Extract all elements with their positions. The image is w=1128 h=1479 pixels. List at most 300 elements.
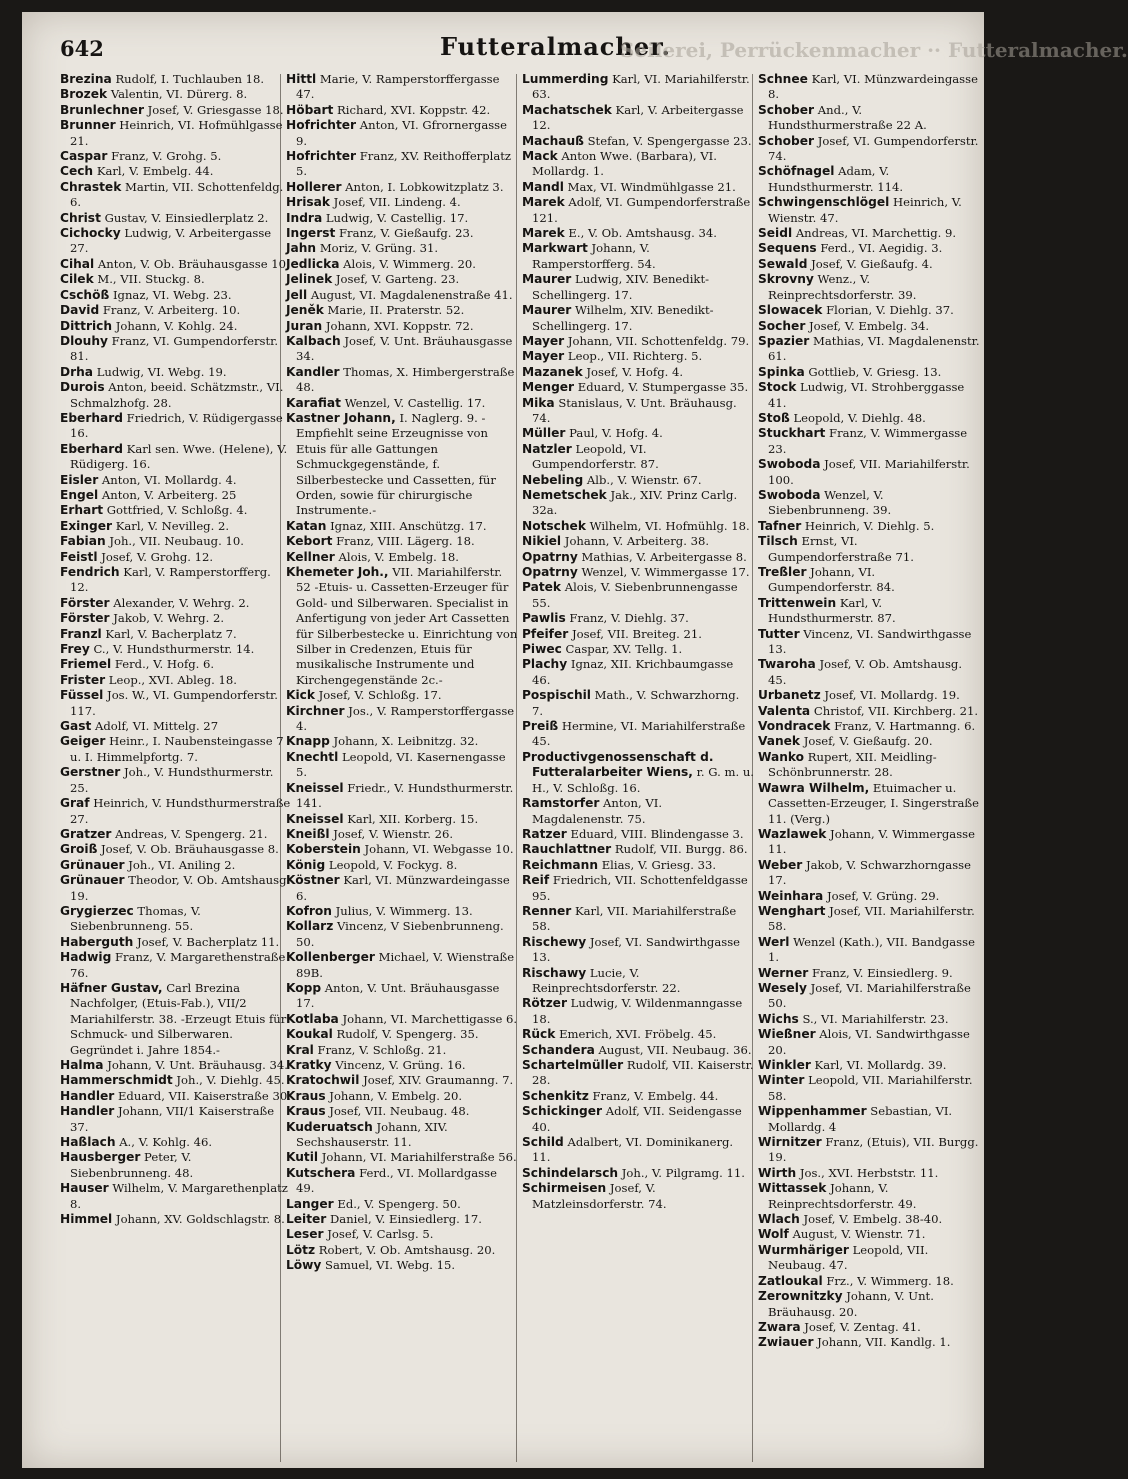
directory-entry (522, 858, 754, 873)
directory-entry (60, 596, 292, 611)
entry-details: Adolf, VI. Mittelg. 27 (95, 719, 219, 734)
directory-entry (758, 781, 980, 827)
entry-details: Josef, V. Hofg. 4. (586, 364, 684, 379)
directory-entry (286, 1012, 518, 1027)
entry-name: Wichs (758, 1011, 799, 1026)
directory-entry (60, 411, 292, 442)
entry-name: Kalbach (286, 333, 341, 348)
entry-name: Schwingenschlögel (758, 195, 890, 210)
entry-details: Josef, VII. Neubaug. 48. (329, 1104, 470, 1119)
entry-name: Renner (522, 903, 572, 918)
entry-name: Kratky (286, 1058, 332, 1072)
directory-entry (758, 1227, 980, 1242)
entry-name: Opatrny (522, 565, 578, 579)
entry-details: Anton, VI. Gfrornergasse 9. (296, 118, 507, 148)
entry-name: Mazanek (522, 364, 583, 379)
entry-details: Leopold, VII. Neubaug. 47. (768, 1242, 929, 1273)
directory-entry (758, 981, 980, 1012)
entry-name: Opatrny (522, 549, 578, 564)
directory-entry (758, 257, 980, 272)
entry-name: Haberguth (60, 934, 134, 949)
entry-name: Rischewy (522, 934, 587, 949)
entry-details: Leop., XVI. Ableg. 18. (108, 672, 237, 687)
directory-entry (60, 657, 292, 672)
entry-details: And., V. Hundsthurmerstraße 22 A. (768, 102, 927, 133)
entry-name: Piwec (522, 642, 562, 657)
entry-name: Himmel (60, 1212, 113, 1227)
directory-entry (758, 858, 980, 889)
entry-name: Productivgenossenschaft d. Futteralarbeiter Wiens, (522, 749, 714, 780)
directory-entry (286, 873, 518, 904)
entry-name: Schober (758, 133, 815, 148)
entry-details: Franz, V. Embelg. 44. (592, 1088, 719, 1103)
directory-entry (60, 473, 292, 488)
directory-entry (60, 211, 292, 226)
entry-details: Lucie, V. Reinprechtsdorferstr. 22. (532, 965, 681, 995)
entry-name: Schenkitz (522, 1088, 589, 1103)
entry-name: Hadwig (60, 950, 112, 965)
directory-entry (60, 1058, 292, 1073)
entry-details: Rupert, XII. Meidling-Schönbrunnerstr. 28. (768, 749, 937, 780)
directory-entry (286, 303, 518, 318)
directory-entry (60, 796, 292, 827)
entry-name: Brozek (60, 87, 108, 102)
entry-details: Jak., XIV. Prinz Carlg. 32a. (532, 487, 738, 518)
directory-entry (758, 734, 980, 749)
entry-details: Friedrich, V. Rüdigergasse 16. (70, 410, 283, 441)
directory-entry (522, 996, 754, 1027)
directory-entry (60, 164, 292, 179)
directory-page (22, 12, 1128, 1468)
entry-details: I. Naglerg. 9. -Empfiehlt seine Erzeugnisse von Etuis für alle Gattungen Schmuckgegenstände, f. Silberbestecke und Cassetten, für Orden, sowie für chirurgische Instrumente.- (296, 410, 496, 518)
directory-entry (522, 426, 754, 441)
entry-details: Emerich, XVI. Fröbelg. 45. (559, 1027, 717, 1042)
entry-name: Hauser (60, 1181, 109, 1196)
entry-name: Werner (758, 965, 809, 980)
entry-name: Wießner (758, 1027, 816, 1042)
entry-details: Robert, V. Ob. Amtshausg. 20. (318, 1242, 496, 1257)
entry-name: Müller (522, 426, 566, 441)
entry-details: Josef, V. Wienstr. 26. (333, 826, 454, 841)
entry-name: Marek (522, 195, 565, 210)
entry-details: August, VII. Neubaug. 36. (598, 1042, 752, 1057)
directory-entry (522, 349, 754, 364)
entry-details: Johann, V. Arbeiterg. 38. (564, 534, 710, 549)
directory-entry (60, 1073, 292, 1088)
entry-name: Kutschera (286, 1165, 356, 1180)
directory-entry (60, 842, 292, 857)
directory-entry (758, 1135, 980, 1166)
entry-name: Jell (286, 287, 308, 302)
entry-name: Sewald (758, 256, 808, 271)
entry-details: Adalbert, VI. Dominikanerg. 11. (532, 1135, 734, 1165)
entry-details: Julius, V. Wimmerg. 13. (335, 903, 473, 918)
entry-name: Kirchner (286, 703, 345, 718)
directory-entry (522, 565, 754, 580)
entry-details: Franz, V. Margarethenstraße 76. (70, 950, 286, 980)
entry-details: Wilhelm, XIV. Benedikt-Schellingerg. 17. (532, 303, 714, 333)
entry-details: Florian, V. Diehlg. 37. (826, 303, 954, 318)
entry-details: Josef, V. Embelg. 38-40. (803, 1212, 943, 1227)
entry-name: Hrisak (286, 195, 330, 210)
entry-details: Josef, V. Bacherplatz 11. (137, 934, 280, 949)
entry-name: Wanko (758, 749, 805, 764)
entry-name: Friemel (60, 657, 112, 672)
entry-details: Franz, XV. Reithofferplatz 5. (296, 149, 512, 179)
entry-details: Johann, XVI. Koppstr. 72. (325, 318, 474, 333)
entry-details: Heinr., I. Naubensteingasse 7 u. I. Himmelpfortg. 7. (70, 734, 284, 764)
directory-entry (758, 889, 980, 904)
directory-entry (758, 966, 980, 981)
entry-name: Zerownitzky (758, 1289, 843, 1304)
entry-name: Katan (286, 518, 327, 533)
entry-details: Karl, V. Hundsthurmerstr. 87. (768, 595, 896, 626)
entry-name: Haßlach (60, 1135, 116, 1150)
entry-details: Josef, VI. Mariahilferstraße 50. (768, 980, 971, 1011)
entry-details: Josef, VII. Lindeng. 4. (333, 195, 461, 210)
entry-details: Wilhelm, VI. Hofmühlg. 18. (589, 518, 750, 533)
entry-details: Franz, V. Wimmergasse 23. (768, 426, 968, 456)
entry-details: Johann, V. Wimmergasse 11. (768, 826, 975, 857)
entry-name: Kraus (286, 1088, 326, 1103)
directory-entry (758, 134, 980, 165)
entry-details: Thomas, V. Siebenbrunneng. 55. (70, 903, 201, 934)
entry-name: Stuckhart (758, 426, 826, 441)
directory-entry (522, 1058, 754, 1089)
directory-entry (758, 827, 980, 858)
entry-name: Slowacek (758, 303, 823, 318)
entry-name: Schober (758, 102, 815, 117)
entry-name: Eisler (60, 472, 99, 487)
entry-details: Johann, V. Unt. Bräuhausg. 20. (768, 1289, 934, 1319)
directory-entry (60, 519, 292, 534)
directory-entry (286, 257, 518, 272)
entry-name: Cihal (60, 256, 95, 271)
entry-name: Kneissel (286, 811, 344, 826)
entry-name: Gast (60, 719, 92, 734)
directory-entry (286, 1243, 518, 1258)
entry-details: Karl, VI. Münzwardeingasse 8. (768, 72, 978, 102)
directory-entry (758, 365, 980, 380)
entry-name: Hollerer (286, 179, 342, 194)
entry-details: Johann, VI. Gumpendorferstr. 84. (768, 565, 895, 595)
directory-entry (60, 734, 292, 765)
directory-entry (522, 796, 754, 827)
directory-entry (522, 550, 754, 565)
entry-name: Höbart (286, 102, 334, 117)
entry-name: Kneißl (286, 826, 330, 841)
entry-name: Kraus (286, 1104, 326, 1119)
directory-entry (286, 812, 518, 827)
entry-details: Karl, V. Embelg. 44. (96, 164, 214, 179)
directory-entry (758, 719, 980, 734)
column-1 (60, 72, 292, 1464)
directory-entry (758, 380, 980, 411)
entry-details: Vincenz, V. Grüng. 16. (335, 1058, 466, 1072)
entry-name: Nikiel (522, 534, 562, 549)
entry-name: Kollenberger (286, 950, 375, 965)
entry-details: Ferd., VI. Mollardgasse 49. (296, 1165, 497, 1196)
entry-details: Johann, VII. Kandlg. 1. (817, 1335, 951, 1350)
entry-name: Schöfnagel (758, 164, 835, 179)
entry-details: S., VI. Mariahilferstr. 23. (802, 1011, 949, 1026)
entry-details: Anton, V. Ob. Bräuhausgasse 10. (97, 256, 290, 271)
directory-entry (522, 611, 754, 626)
directory-entry (60, 334, 292, 365)
entry-details: Heinrich, VI. Hofmühlgasse 21. (70, 118, 283, 148)
entry-details: Franz, V. Einsiedlerg. 9. (811, 965, 953, 980)
entry-details: Alois, V. Siebenbrunnengasse 55. (532, 580, 738, 610)
directory-entry (758, 488, 980, 519)
directory-entry (522, 688, 754, 719)
directory-entry (286, 226, 518, 241)
directory-entry (758, 72, 980, 103)
entry-details: Rudolf, V. Spengerg. 35. (336, 1027, 479, 1042)
directory-entry (758, 457, 980, 488)
directory-entry (286, 334, 518, 365)
entry-name: Preiß (522, 719, 559, 734)
entry-name: Exinger (60, 518, 113, 533)
entry-name: Skrovny (758, 272, 814, 287)
entry-details: Jakob, V. Wehrg. 2. (113, 611, 225, 626)
entry-name: Kandler (286, 364, 340, 379)
directory-entry (286, 904, 518, 919)
entry-details: Franz, V. Diehlg. 37. (569, 611, 689, 626)
directory-entry (522, 396, 754, 427)
entry-details: Wenzel, V. Wimmergasse 17. (581, 565, 750, 579)
entry-details: Ludwig, XIV. Benedikt-Schellingerg. 17. (532, 272, 710, 302)
entry-name: Schindelarsch (522, 1165, 619, 1180)
entry-details: Johann, VI. Mariahilferstraße 56. (321, 1150, 517, 1165)
directory-entry (60, 503, 292, 518)
entry-name: Hofrichter (286, 149, 357, 164)
directory-entry (60, 673, 292, 688)
entry-details: Vincenz, V Siebenbrunneng. 50. (296, 919, 504, 949)
entry-details: Josef, XIV. Graumanng. 7. (363, 1073, 514, 1088)
entry-details: Josef, V. Garteng. 23. (335, 272, 460, 287)
entry-details: Karl, V. Nevilleg. 2. (115, 518, 230, 533)
entry-details: Anton, V. Arbeiterg. 25 (101, 487, 237, 502)
directory-entry (286, 734, 518, 749)
directory-entry (758, 1166, 980, 1181)
entry-name: Zwara (758, 1319, 801, 1334)
entry-details: Karl sen. Wwe. (Helene), V. Rüdigerg. 16. (70, 441, 288, 472)
entry-name: Valenta (758, 703, 811, 718)
directory-entry (522, 272, 754, 303)
directory-entry (522, 580, 754, 611)
entry-details: Ignaz, XII. Krichbaumgasse 46. (532, 657, 734, 687)
entry-name: Kastner Johann, (286, 410, 396, 425)
entry-name: Erhart (60, 503, 104, 518)
directory-entry (60, 1089, 292, 1104)
entry-name: Ramstorfer (522, 796, 600, 811)
entry-name: Markwart (522, 241, 588, 256)
entry-name: Tilsch (758, 534, 798, 549)
directory-entry (522, 534, 754, 549)
entry-details: Ludwig, V. Arbeitergasse 27. (70, 226, 272, 256)
entry-details: C., V. Hundsthurmerstr. 14. (93, 642, 255, 657)
directory-entry (758, 1335, 980, 1350)
entry-details: Franz, V. Arbeiterg. 10. (102, 303, 241, 318)
directory-entry (60, 642, 292, 657)
entry-details: Christof, VII. Kirchberg. 21. (813, 703, 979, 718)
entry-name: Graf (60, 796, 90, 811)
directory-entry (286, 919, 518, 950)
entry-details: Etuimacher u. Cassetten-Erzeuger, I. Singerstraße 11. (Verg.) (768, 780, 980, 826)
entry-details: Eduard, V. Stumpergasse 35. (577, 380, 749, 395)
directory-entry (286, 1227, 518, 1242)
entry-name: Cech (60, 164, 94, 179)
directory-entry (758, 1012, 980, 1027)
entry-name: Plachy (522, 657, 568, 672)
entry-name: Lummerding (522, 72, 609, 86)
entry-name: Ratzer (522, 826, 567, 841)
directory-entry (60, 1150, 292, 1181)
directory-entry (286, 1258, 518, 1273)
entry-name: Füssel (60, 688, 104, 703)
directory-entry (60, 1212, 292, 1227)
entry-name: Karafiat (286, 395, 341, 410)
entry-name: Koukal (286, 1027, 333, 1042)
directory-entry (286, 118, 518, 149)
directory-entry (286, 827, 518, 842)
entry-details: Wenz., V. Reinprechtsdorferstr. 39. (768, 272, 917, 302)
entry-details: Josef, V. Gießaufg. 20. (803, 734, 933, 749)
entry-details: Alb., V. Wienstr. 67. (586, 472, 702, 487)
entry-details: Thomas, X. Himbergerstraße 48. (296, 364, 515, 395)
entry-name: Werl (758, 934, 790, 949)
entry-name: Kotlaba (286, 1011, 339, 1026)
directory-entry (758, 272, 980, 303)
directory-entry (522, 1089, 754, 1104)
entry-name: Chrastek (60, 179, 122, 194)
entry-name: Kollarz (286, 919, 334, 934)
directory-entry (60, 534, 292, 549)
entry-details: Ferd., V. Hofg. 6. (114, 657, 215, 672)
entry-name: Gerstner (60, 765, 121, 780)
entry-details: Johann, VII/1 Kaiserstraße 37. (70, 1104, 275, 1134)
page-title: Futteralmacher. (440, 32, 671, 61)
directory-entry (286, 750, 518, 781)
directory-entry (758, 195, 980, 226)
entry-details: Ludwig, V. Castellig. 17. (325, 210, 469, 225)
entry-name: Treßler (758, 565, 807, 579)
entry-name: Reif (522, 873, 550, 888)
entry-details: Sebastian, VI. Mollardg. 4 (768, 1104, 953, 1134)
entry-name: Hofrichter (286, 118, 357, 133)
entry-name: Franzl (60, 626, 102, 641)
entry-details: Karl, V. Ramperstorfferg. 12. (70, 565, 271, 595)
entry-name: Koberstein (286, 842, 361, 857)
directory-entry (758, 303, 980, 318)
entry-details: Heinrich, V. Diehlg. 5. (804, 518, 935, 533)
entry-details: Valentin, VI. Dürerg. 8. (110, 87, 248, 102)
directory-entry (286, 396, 518, 411)
entry-name: König (286, 857, 326, 872)
entry-name: Mayer (522, 333, 565, 348)
entry-name: Förster (60, 595, 110, 610)
bleed-through-text: Seilerei, Perrückenmacher ·· Futteralmacher. (620, 38, 1128, 62)
directory-entry (758, 1181, 980, 1212)
directory-entry (286, 1150, 518, 1165)
entry-details: Josef, V. Embelg. 34. (809, 318, 930, 333)
entry-name: Rischawy (522, 965, 587, 980)
directory-entry (286, 565, 518, 688)
entry-details: Johann, V. Reinprechtsdorferstr. 49. (768, 1181, 917, 1211)
directory-entry (522, 935, 754, 966)
entry-details: Andreas, VI. Marchettig. 9. (795, 226, 957, 241)
entry-details: Theodor, V. Ob. Amtshausg. 19. (70, 873, 291, 903)
entry-name: Wirnitzer (758, 1135, 822, 1150)
directory-entry (286, 72, 518, 103)
entry-details: Stanislaus, V. Unt. Bräuhausg. 74. (532, 395, 737, 425)
entry-name: Hammerschmidt (60, 1073, 173, 1088)
directory-entry (522, 750, 754, 796)
directory-entry (758, 750, 980, 781)
entry-name: Trittenwein (758, 595, 837, 610)
entry-name: Ingerst (286, 226, 336, 241)
entry-details: Josef, VI. Sandwirthgasse 13. (532, 934, 741, 965)
entry-details: Franz, (Etuis), VII. Burgg. 19. (768, 1135, 979, 1165)
directory-entry (522, 1135, 754, 1166)
entry-name: Engel (60, 487, 99, 502)
directory-entry (286, 704, 518, 735)
entry-details: Franz, V. Grohg. 5. (111, 149, 222, 164)
directory-entry (286, 103, 518, 118)
entry-details: Adolf, VI. Gumpendorferstraße 121. (532, 195, 751, 225)
directory-entry (286, 781, 518, 812)
entry-details: Alexander, V. Wehrg. 2. (113, 595, 250, 610)
entry-name: Seidl (758, 226, 793, 241)
entry-name: Drha (60, 364, 94, 379)
entry-name: Nemetschek (522, 487, 607, 502)
directory-entry (286, 688, 518, 703)
entry-details: Math., V. Schwarzhorng. 7. (532, 688, 740, 718)
directory-entry (60, 319, 292, 334)
page-header (60, 30, 1128, 70)
entry-name: Cschöß (60, 287, 110, 302)
entry-details: Wenzel, V. Siebenbrunneng. 39. (768, 487, 892, 518)
entry-details: Joh., VI. Aniling 2. (128, 857, 236, 872)
entry-name: Wesely (758, 980, 807, 995)
directory-entry (522, 303, 754, 334)
entry-details: Daniel, V. Einsiedlerg. 17. (330, 1212, 482, 1227)
entry-name: Kutil (286, 1150, 319, 1165)
entry-details: Franz, VIII. Lägerg. 18. (336, 534, 475, 549)
entry-name: Dlouhy (60, 333, 108, 348)
entry-details: Ignaz, VI. Webg. 23. (112, 287, 232, 302)
directory-entry (286, 411, 518, 519)
directory-entry (286, 858, 518, 873)
directory-entry (758, 334, 980, 365)
entry-details: Anton, VI. Mollardg. 4. (101, 472, 237, 487)
entry-details: Josef, VII. Mariahilferstr. 100. (768, 457, 970, 487)
entry-name: Mika (522, 395, 555, 410)
entry-details: Andreas, V. Spengerg. 21. (115, 826, 268, 841)
entry-name: Kellner (286, 549, 335, 564)
directory-entry (522, 1181, 754, 1212)
directory-entry (758, 241, 980, 256)
directory-entry (286, 1212, 518, 1227)
entry-details: Josef, V. Schloßg. 17. (318, 688, 442, 703)
entry-details: Carl Brezina Nachfolger, (Etuis-Fab.), VII/2 Mariahilferstr. 38. -Erzeugt Etuis für Schmuck- und Silberwaren. Gegründet i. Jahre 1854.- (70, 980, 287, 1057)
entry-name: Marek (522, 226, 565, 241)
directory-entry (522, 241, 754, 272)
entry-details: Josef, VI. Gumpendorferstr. 74. (768, 133, 979, 164)
directory-entry (522, 1104, 754, 1135)
entry-name: Stock (758, 380, 797, 395)
directory-entry (286, 519, 518, 534)
